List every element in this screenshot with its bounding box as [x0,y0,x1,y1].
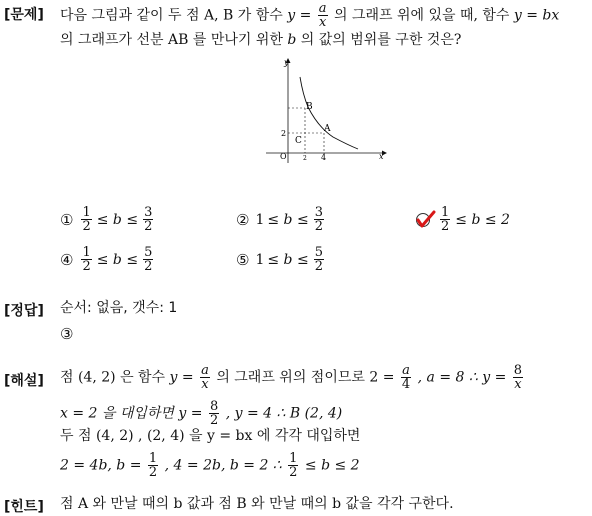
problem-text: 다음 그림과 같이 두 점 A, B 가 함수 [60,7,283,24]
y-axis-label: y [284,58,289,67]
choice-5[interactable] [236,246,326,273]
frac-den: 2 [148,465,158,480]
solution-eq: x = 2 을 대입하면 y = [60,405,203,422]
fraction [200,364,210,391]
answer-line-2: ③ [60,325,74,343]
choice-fraction [143,206,153,233]
choice-text: ≤ b ≤ [267,211,309,228]
frac-num: 5 [144,245,153,260]
origin-label: O [280,152,287,161]
frac-den: 4 [401,377,411,392]
graph-figure [258,55,388,165]
curve-y-a-over-x [300,77,358,149]
solution-line-1 [60,364,525,391]
problem-eq: y = [287,7,312,24]
choice-fraction [440,206,450,233]
solution-label: [해설] [4,373,44,389]
choice-number: ② [236,210,250,229]
choice-number: ① [60,210,74,229]
answer-label: [정답] [4,303,44,319]
frac-num: 1 [148,451,158,466]
point-b-label: B [306,102,313,112]
choice-text: ≤ b ≤ [96,211,139,228]
choice-text: ≤ b ≤ 2 [455,211,510,228]
solution-eq: , a = 8 ∴ y = [417,369,507,386]
frac-den: 2 [144,219,153,234]
solution-line-2 [60,400,342,427]
choice-text: 1 [255,211,265,228]
frac-num: 1 [82,245,91,260]
solution-eq: 2 = 4b, b = [60,457,142,474]
problem-text: 의 그래프가 선분 AB 를 만나기 위한 [60,32,283,48]
solution-eq: ≤ b ≤ 2 [304,457,360,474]
problem-var: b [287,32,297,48]
choice-fraction [143,246,153,273]
frac-num: 3 [144,205,153,220]
frac-num: 1 [82,205,91,220]
hint-text: 점 A 와 만날 때의 b 값과 점 B 와 만날 때의 b 값을 각각 구한다. [60,496,454,512]
choice-text: 1 [255,251,265,268]
solution-text: 의 그래프 위의 점이므로 2 = [216,369,395,386]
point-a-label: A [324,124,331,134]
solution-line-4 [60,452,360,479]
frac-num: 8 [209,399,219,414]
frac-den: 2 [441,219,450,234]
frac-num: a [201,363,209,378]
x-axis-label: x [379,152,384,161]
answer-line-1: 순서: 없음, 갯수: 1 [60,300,178,316]
point-c-label: C [295,136,302,146]
solution-eq: , 4 = 2b, b = 2 ∴ [164,457,282,474]
solution-eq: y = [169,369,194,386]
frac-den: 2 [289,465,298,480]
problem-eq: y = bx [513,7,560,24]
fraction [513,364,523,391]
choice-text: ≤ b ≤ [96,251,139,268]
frac-num: a [318,1,327,16]
choice-fraction [314,246,324,273]
tick-label-small: 2 [303,155,307,162]
choice-fraction [314,206,324,233]
fraction [148,452,158,479]
frac-num: 1 [441,205,450,220]
problem-label: [문제] [4,7,44,23]
solution-line-3: 두 점 (4, 2) , (2, 4) 을 y = bx 에 각각 대입하면 [60,428,361,444]
fraction [209,400,219,427]
tick-label-2: 2 [281,129,287,138]
hint-label: [힌트] [4,499,44,515]
choice-number: ④ [60,250,74,269]
choice-number: ⑤ [236,250,250,269]
solution-eq: , y = 4 ∴ B (2, 4) [225,405,343,422]
frac-den: 2 [314,259,323,274]
frac-den: 2 [82,259,91,274]
choice-2[interactable] [236,206,326,233]
problem-text: 의 값의 범위를 구한 것은? [300,32,462,48]
choice-fraction [81,206,91,233]
choice-fraction [81,246,91,273]
frac-den: x [201,377,209,392]
choice-3[interactable] [414,206,510,233]
choice-text: ≤ b ≤ [267,251,309,268]
frac-den: x [318,15,327,30]
frac-den: 2 [82,219,91,234]
tick-label-4: 4 [321,153,327,162]
choice-4[interactable] [60,246,155,273]
solution-text: 점 (4, 2) 은 함수 [60,369,166,386]
frac-num: 1 [289,451,298,466]
frac-num: 5 [314,245,323,260]
problem-line-2 [60,30,461,50]
frac-den: x [514,377,522,392]
check-mark-icon [414,209,436,231]
frac-den: 2 [144,259,153,274]
choice-1[interactable] [60,206,155,233]
problem-text: 의 그래프 위에 있을 때, 함수 [333,7,510,24]
frac-num: a [402,363,410,378]
frac-den: 2 [209,413,219,428]
frac-num: 3 [314,205,323,220]
fraction [288,452,298,479]
fraction-a-over-x [318,2,328,29]
fraction [401,364,411,391]
frac-den: 2 [314,219,323,234]
problem-line-1 [60,2,559,29]
frac-num: 8 [513,363,523,378]
